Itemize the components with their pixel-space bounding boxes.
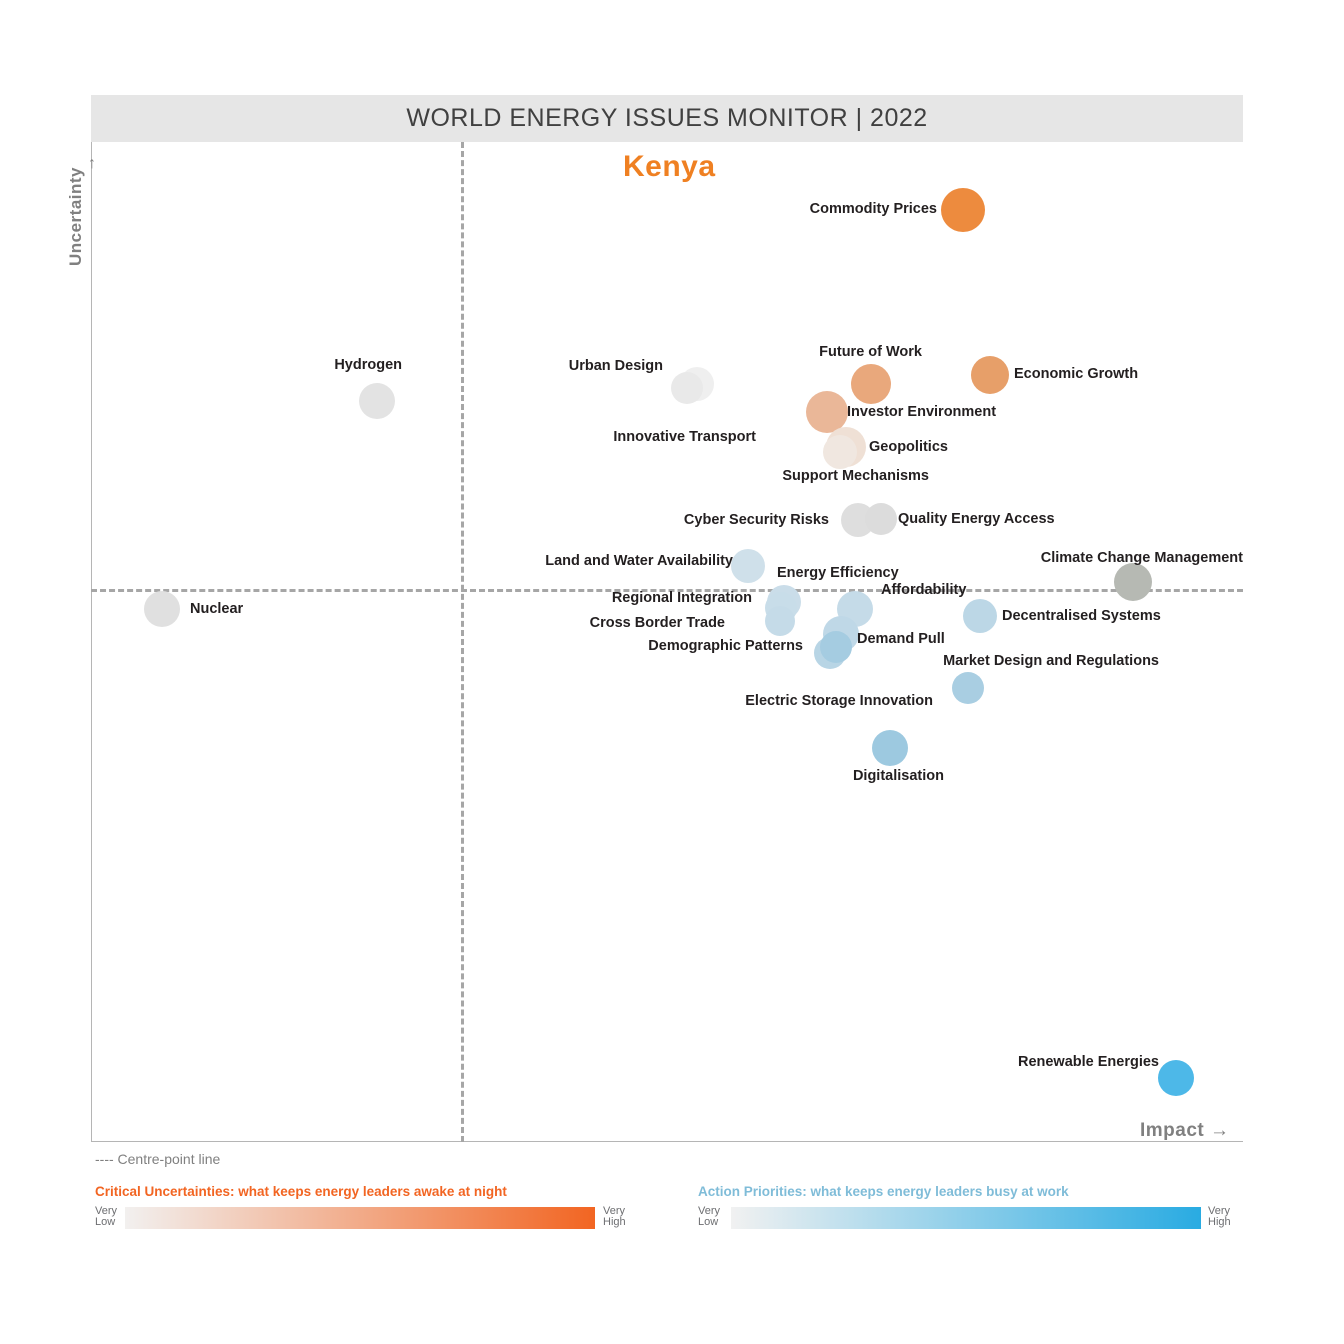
action-legend-caption: Action Priorities: what keeps energy leaders busy at work [698, 1184, 1069, 1199]
bubble-label-innovative-transport: Innovative Transport [613, 429, 756, 445]
uncertainty-legend-low-line2: Low [95, 1216, 116, 1228]
bubble-label-hydrogen: Hydrogen [334, 357, 402, 373]
uncertainty-legend-low [95, 1206, 117, 1228]
bubble-quality-energy-access[interactable] [865, 503, 897, 535]
bubble-climate-change-management[interactable] [1114, 563, 1152, 601]
page-title: WORLD ENERGY ISSUES MONITOR | 2022 [406, 104, 928, 132]
action-legend-high-line1: Very [1208, 1205, 1231, 1217]
uncertainty-legend [95, 1184, 655, 1244]
y-axis-arrow: ↑ [88, 155, 97, 172]
country-name: Kenya [623, 150, 716, 183]
bubble-label-market-design-and-regulations: Market Design and Regulations [943, 653, 1159, 669]
bubble-label-regional-integration: Regional Integration [611, 590, 752, 606]
x-axis-label: Impact → [1140, 1120, 1230, 1141]
bubble-label-future-of-work: Future of Work [819, 344, 922, 360]
action-legend-low [698, 1206, 720, 1228]
action-legend-low-line1: Very [698, 1205, 721, 1217]
action-legend-high [1208, 1206, 1231, 1228]
bubble-future-of-work[interactable] [851, 364, 891, 404]
action-legend-high-line2: High [1208, 1216, 1231, 1228]
bubble-decentralised-systems[interactable] [963, 599, 997, 633]
bubble-digitalisation[interactable] [872, 730, 908, 766]
uncertainty-legend-high-line1: Very [603, 1205, 626, 1217]
y-axis-label-text: Uncertainty [66, 167, 85, 267]
bubble-label-decentralised-systems: Decentralised Systems [1002, 608, 1161, 624]
bubble-label-renewable-energies: Renewable Energies [1017, 1054, 1159, 1070]
uncertainty-legend-low-line1: Very [95, 1205, 118, 1217]
bubble-label-cross-border-trade: Cross Border Trade [589, 615, 725, 631]
bubble-land-and-water-availability[interactable] [731, 549, 765, 583]
bubble-market-design-and-regulations[interactable] [952, 672, 984, 704]
bubble-label-demographic-patterns: Demographic Patterns [648, 638, 803, 654]
bubble-innovative-transport[interactable] [671, 372, 703, 404]
bubble-electric-storage-innovation[interactable] [820, 631, 852, 663]
bubble-label-demand-pull: Demand Pull [857, 631, 945, 647]
bubble-economic-growth[interactable] [971, 356, 1009, 394]
y-axis-label [66, 155, 97, 305]
action-priorities-legend [698, 1184, 1258, 1244]
bubble-label-investor-environment: Investor Environment [847, 404, 997, 420]
bubble-support-mechanisms[interactable] [823, 435, 857, 469]
bubble-hydrogen[interactable] [359, 383, 395, 419]
action-gradient-bar [731, 1207, 1201, 1229]
chart-title-bar [91, 95, 1243, 142]
uncertainty-legend-caption: Critical Uncertainties: what keeps energy leaders awake at night [95, 1184, 507, 1199]
centre-point-note: ---- Centre-point line [95, 1151, 221, 1167]
uncertainty-legend-high-line2: High [603, 1216, 626, 1228]
bubble-label-commodity-prices: Commodity Prices [809, 201, 937, 217]
uncertainty-legend-high [603, 1206, 626, 1228]
bubble-renewable-energies[interactable] [1158, 1060, 1194, 1096]
bubble-nuclear[interactable] [144, 591, 180, 627]
bubble-label-digitalisation: Digitalisation [852, 768, 944, 784]
bubble-label-urban-design: Urban Design [568, 358, 663, 374]
bubble-label-nuclear: Nuclear [190, 601, 244, 617]
bubble-label-climate-change-management: Climate Change Management [1040, 550, 1243, 566]
uncertainty-gradient-bar [125, 1207, 595, 1229]
bubble-cross-border-trade[interactable] [765, 606, 795, 636]
bubble-label-affordability: Affordability [881, 582, 967, 598]
bubble-label-electric-storage-innovation: Electric Storage Innovation [745, 693, 933, 709]
bubble-label-cyber-security-risks: Cyber Security Risks [683, 512, 829, 528]
bubble-layer [91, 142, 1243, 1142]
bubble-label-land-and-water-availability: Land and Water Availability [545, 553, 733, 569]
bubble-label-energy-efficiency: Energy Efficiency [777, 565, 899, 581]
bubble-label-quality-energy-access: Quality Energy Access [898, 511, 1055, 527]
bubble-label-geopolitics: Geopolitics [869, 439, 948, 455]
bubble-label-support-mechanisms: Support Mechanisms [782, 468, 929, 484]
bubble-label-economic-growth: Economic Growth [1014, 366, 1139, 382]
bubble-commodity-prices[interactable] [941, 188, 985, 232]
action-legend-low-line2: Low [698, 1216, 719, 1228]
